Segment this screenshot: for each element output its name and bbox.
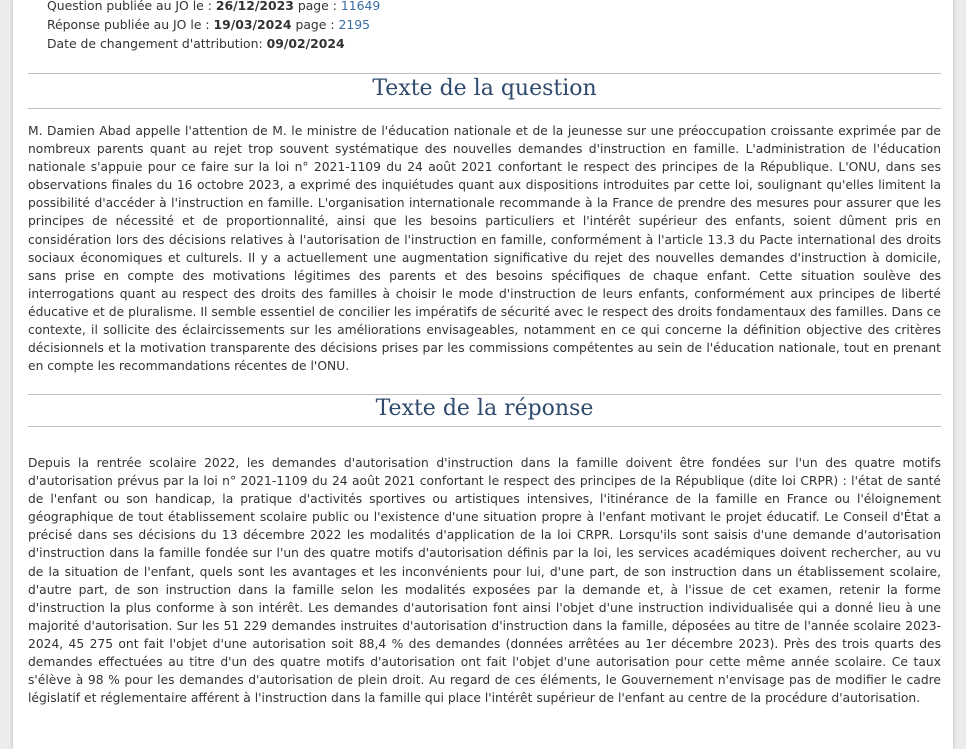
question-publication-row	[47, 0, 380, 15]
publication-metadata	[47, 0, 380, 53]
reponse-heading: Texte de la réponse	[375, 396, 594, 421]
reponse-publication-label: Réponse publiée au JO le :	[47, 17, 214, 32]
document-page	[13, 0, 953, 749]
reponse-publication-row	[47, 15, 380, 34]
reponse-publication-date: 19/03/2024	[213, 17, 292, 32]
question-heading: Texte de la question	[372, 76, 597, 101]
question-top-divider	[28, 73, 941, 74]
attribution-change-row	[47, 34, 380, 53]
attribution-change-label: Date de changement d'attribution:	[47, 36, 267, 51]
reponse-page-label: page :	[291, 17, 339, 32]
question-publication-date: 26/12/2023	[215, 0, 294, 13]
reponse-text: Depuis la rentrée scolaire 2022, les demandes d'autorisation d'instruction dans la famille doivent être fondées sur l'un des quatre motifs d'autorisation prévus par la loi n° 2021-1109 du 24 août 2021 confortant le respect des principes de la République (dite loi CRPR) : l'état de santé de l'enfant ou son handicap, la pratique d'activités sportives ou artistiques intensives, l'itinérance de la famille en France ou l'éloignement géographique de tout établissement scolaire public ou l'existence d'une situation propre à l'enfant motivant le projet éducatif. Le Conseil d'État a précisé dans ses décisions du 13 décembre 2022 les modalités d'application de la loi CRPR. Lorsqu'ils sont saisis d'une demande d'autorisation d'instruction dans la famille fondée sur l'un des quatre motifs d'autorisation définis par la loi, les services académiques doivent rechercher, au vu de la situation de l'enfant, quels sont les avantages et les inconvénients pour lui, d'une part, de son instruction dans un établissement scolaire, d'autre part, de son instruction dans la famille selon les modalités exposées par la demande et, à l'issue de cet examen, retenir la forme d'instruction la plus conforme à son intérêt. Les demandes d'autorisation font ainsi l'objet d'une instruction individualisée qui a donné lieu à une majorité d'autorisation. Sur les 51 229 demandes instruites d'autorisation d'instruction dans la famille, déposées au titre de l'année scolaire 2023-2024, 45 275 ont fait l'objet d'une autorisation soit 88,4 % des demandes (données arrêtées au 1er décembre 2023). Près des trois quarts des demandes effectuées au titre d'un des quatre motifs d'autorisation ont fait l'objet d'une autorisation pour cette même année scolaire. Ce taux s'élève à 98 % pour les demandes d'autorisation de plein droit. Au regard de ces éléments, le Gouvernement n'envisage pas de modifier le cadre législatif et réglementaire afférent à l'instruction dans la famille qui place l'intérêt supérieur de l'enfant au centre de la procédure d'autorisation.	[28, 456, 941, 706]
question-bottom-divider	[28, 108, 941, 109]
question-page-link[interactable]: 11649	[340, 0, 381, 13]
attribution-change-date: 09/02/2024	[266, 36, 345, 51]
question-publication-label: Question publiée au JO le :	[47, 0, 216, 13]
reponse-page-link[interactable]: 2195	[338, 17, 371, 32]
question-page-label: page :	[293, 0, 341, 13]
reponse-top-divider	[28, 394, 941, 395]
reponse-bottom-divider	[28, 426, 941, 427]
question-text: M. Damien Abad appelle l'attention de M. le ministre de l'éducation nationale et de la jeunesse sur une préoccupation croissante exprimée par de nombreux parents quant au rejet trop souvent systématique des nouvelles demandes d'instruction en famille. L'administration de l'éducation nationale s'appuie pour ce faire sur la loi n° 2021-1109 du 24 août 2021 confortant le respect des principes de la République. L'ONU, dans ses observations finales du 16 octobre 2023, a exprimé des inquiétudes quant aux dispositions introduites par cette loi, soulignant qu'elles limitent la possibilité d'accéder à l'instruction en famille. L'organisation internationale recommande à la France de prendre des mesures pour assurer que les principes de nécessité et de proportionnalité, ainsi que les besoins particuliers et l'intérêt supérieur des enfants, soient dûment pris en considération lors des décisions relatives à l'autorisation de l'instruction en famille, conformément à l'article 13.3 du Pacte international des droits sociaux économiques et culturels. Il y a actuellement une augmentation significative du rejet des nouvelles demandes d'instruction à domicile, sans prise en compte des motivations légitimes des parents et des besoins spécifiques de chaque enfant. Cette situation soulève des interrogations quant au respect des droits des familles à choisir le mode d'instruction de leurs enfants, conformément aux principes de liberté éducative et de pluralisme. Il semble essentiel de concilier les impératifs de sécurité avec le respect des droits fondamentaux des familles. Dans ce contexte, il sollicite des éclaircissements sur les améliorations envisageables, notamment en ce qui concerne la définition objective des critères décisionnels et la motivation transparente des décisions prises par les commissions compétentes au sein de l'éducation nationale, tout en prenant en compte les recommandations récentes de l'ONU.	[28, 124, 941, 374]
